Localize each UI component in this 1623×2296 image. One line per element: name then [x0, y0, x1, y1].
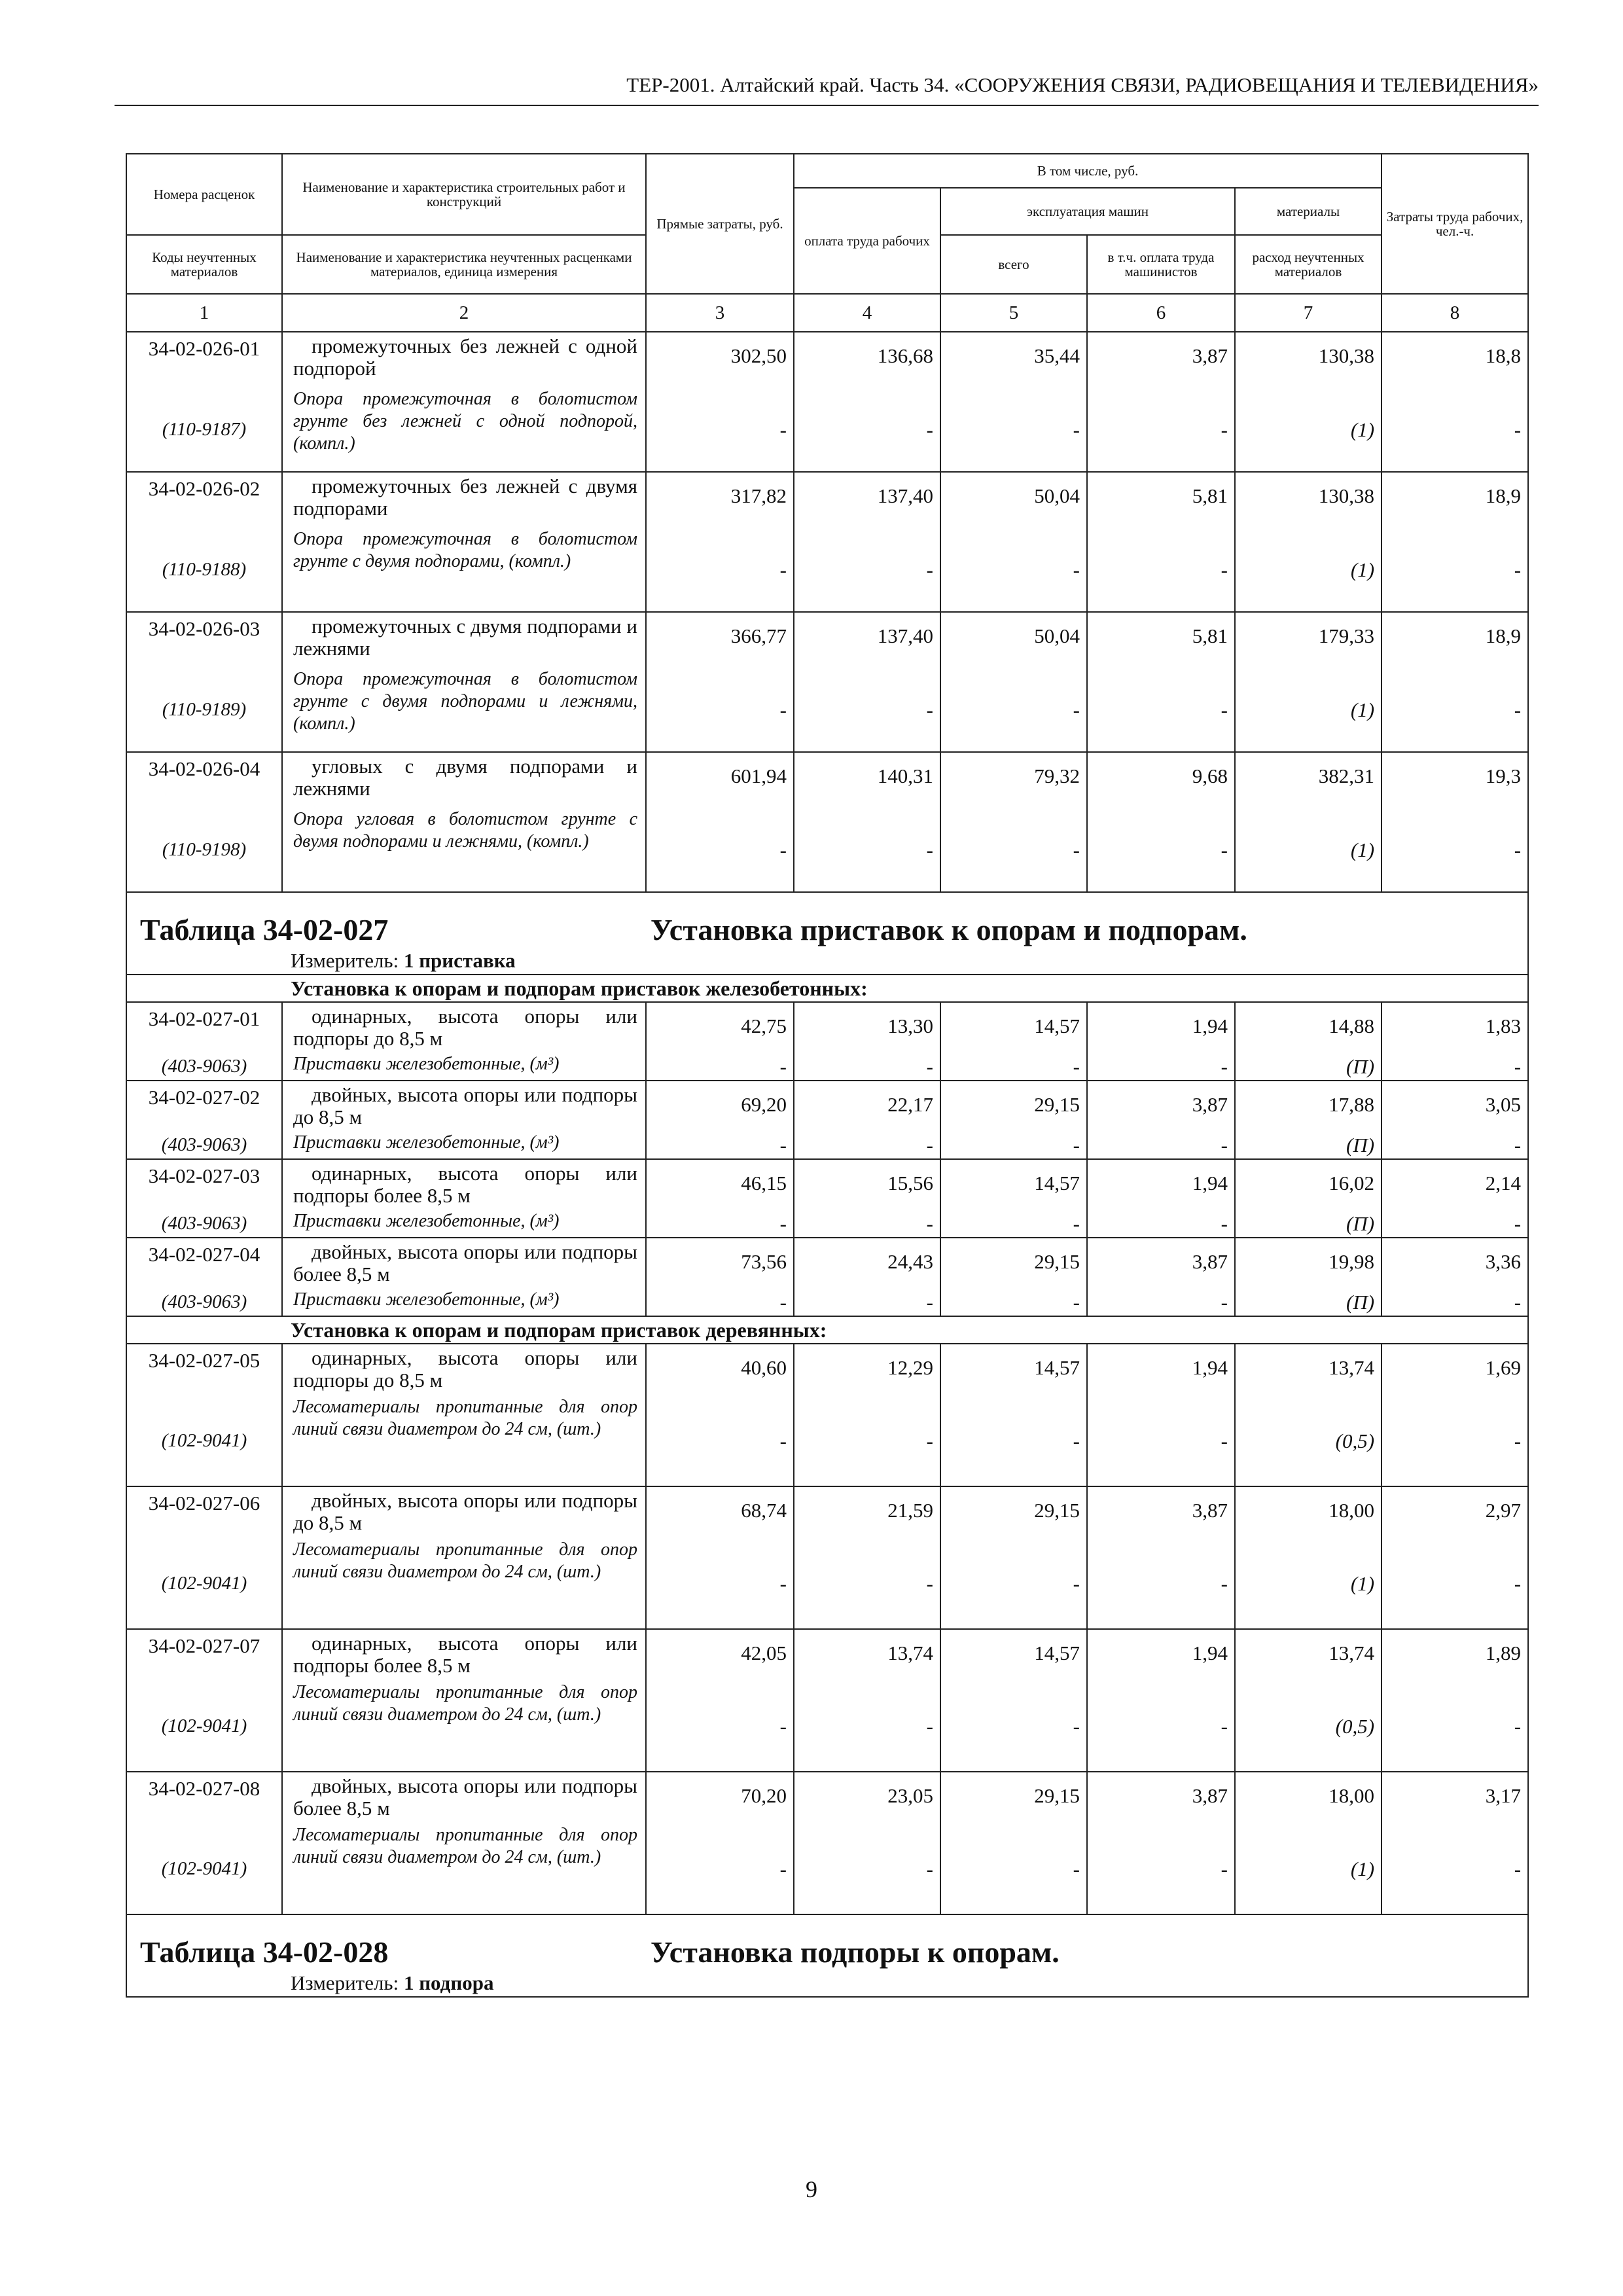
dash-cell: -: [646, 1053, 794, 1081]
work-name-text: двойных, высота опоры или подпоры более 8,5 м: [293, 1774, 637, 1820]
rate-row: [126, 1344, 1528, 1396]
rate-code: 34-02-027-08: [126, 1772, 282, 1824]
rate-value: 2,14: [1382, 1159, 1528, 1210]
rate-code: 34-02-027-07: [126, 1629, 282, 1681]
material-row: [126, 1289, 1528, 1316]
rate-value: 1,69: [1382, 1344, 1528, 1396]
rate-row: [126, 332, 1528, 388]
material-code: (110-9198): [126, 808, 282, 892]
material-row: [126, 1681, 1528, 1772]
material-name: Лесоматериалы пропитанные для опор линий связи диаметром до 24 см, (шт.): [282, 1681, 646, 1772]
rate-code: 34-02-026-03: [126, 612, 282, 668]
dash-cell: -: [1087, 808, 1235, 892]
material-code: (102-9041): [126, 1539, 282, 1629]
dash-cell: -: [1087, 668, 1235, 752]
work-name: [282, 332, 646, 388]
rate-value: 19,3: [1382, 752, 1528, 808]
material-quantity: (1): [1235, 808, 1382, 892]
rate-code: 34-02-027-02: [126, 1081, 282, 1132]
material-name: Лесоматериалы пропитанные для опор линий связи диаметром до 24 см, (шт.): [282, 1539, 646, 1629]
work-name: [282, 612, 646, 668]
work-name: [282, 472, 646, 528]
material-quantity: (1): [1235, 388, 1382, 472]
rate-value: 29,15: [940, 1772, 1087, 1824]
work-name-text: двойных, высота опоры или подпоры до 8,5 м: [293, 1489, 637, 1534]
rate-value: 50,04: [940, 472, 1087, 528]
dash-cell: -: [1087, 1396, 1235, 1486]
page-number: 9: [806, 2176, 817, 2202]
table-label: Таблица 34-02-028: [140, 1935, 389, 1969]
rate-value: 1,89: [1382, 1629, 1528, 1681]
material-quantity: (1): [1235, 668, 1382, 752]
material-name: Опора промежуточная в болотистом грунте без лежней с одной подпорой, (компл.): [282, 388, 646, 472]
work-name-text: промежуточных без лежней с двумя подпорами: [293, 475, 637, 520]
rate-value: 29,15: [940, 1486, 1087, 1539]
rate-value: 137,40: [794, 612, 940, 668]
rate-row: [126, 752, 1528, 808]
rate-value: 18,8: [1382, 332, 1528, 388]
material-row: [126, 528, 1528, 612]
dash-cell: -: [940, 1539, 1087, 1629]
dash-cell: -: [940, 1053, 1087, 1081]
dash-cell: -: [1087, 1132, 1235, 1159]
measure: [126, 1970, 1528, 1997]
rate-value: 21,59: [794, 1486, 940, 1539]
table-title: [126, 892, 1528, 948]
rate-value: 73,56: [646, 1238, 794, 1289]
material-name: Лесоматериалы пропитанные для опор линий связи диаметром до 24 см, (шт.): [282, 1824, 646, 1914]
table-title-row: [126, 892, 1528, 948]
material-row: [126, 1132, 1528, 1159]
material-row: [126, 1396, 1528, 1486]
dash-cell: -: [794, 1539, 940, 1629]
column-number: 2: [282, 294, 646, 332]
dash-cell: -: [1087, 1053, 1235, 1081]
material-code: (102-9041): [126, 1396, 282, 1486]
dash-cell: -: [940, 528, 1087, 612]
dash-cell: -: [646, 1132, 794, 1159]
material-name: Лесоматериалы пропитанные для опор линий связи диаметром до 24 см, (шт.): [282, 1396, 646, 1486]
dash-cell: -: [794, 528, 940, 612]
column-number: 6: [1087, 294, 1235, 332]
rate-row: [126, 1238, 1528, 1289]
col-mat-name: Наименование и характеристика неучтенных расценками материалов, единица измерения: [282, 235, 646, 294]
column-number: 4: [794, 294, 940, 332]
dash-cell: -: [794, 1824, 940, 1914]
dash-cell: -: [1382, 1210, 1528, 1238]
work-name: [282, 1238, 646, 1289]
dash-cell: -: [794, 668, 940, 752]
rate-value: 68,74: [646, 1486, 794, 1539]
work-name-text: одинарных, высота опоры или подпоры более 8,5 м: [293, 1162, 637, 1207]
column-numbers-row: [126, 294, 1528, 332]
section-heading: Установка к опорам и подпорам приставок деревянных:: [126, 1316, 1528, 1344]
table-label: Таблица 34-02-027: [140, 913, 389, 946]
rate-value: 3,87: [1087, 332, 1235, 388]
dash-cell: -: [1087, 388, 1235, 472]
rate-code: 34-02-027-05: [126, 1344, 282, 1396]
dash-cell: -: [646, 1396, 794, 1486]
rate-value: 1,94: [1087, 1159, 1235, 1210]
col-machines-total: всего: [940, 235, 1087, 294]
dash-cell: -: [940, 1132, 1087, 1159]
section-row: [126, 975, 1528, 1002]
rate-code: 34-02-026-02: [126, 472, 282, 528]
work-name: [282, 1344, 646, 1396]
rate-value: 13,30: [794, 1002, 940, 1053]
dash-cell: -: [794, 1053, 940, 1081]
material-code: (102-9041): [126, 1824, 282, 1914]
rate-row: [126, 1629, 1528, 1681]
material-quantity: (0,5): [1235, 1681, 1382, 1772]
material-row: [126, 388, 1528, 472]
rate-value: 179,33: [1235, 612, 1382, 668]
work-name: [282, 1002, 646, 1053]
rate-value: 14,57: [940, 1629, 1087, 1681]
rate-code: 34-02-027-01: [126, 1002, 282, 1053]
rate-value: 35,44: [940, 332, 1087, 388]
dash-cell: -: [646, 528, 794, 612]
rate-value: 22,17: [794, 1081, 940, 1132]
column-number: 3: [646, 294, 794, 332]
work-name: [282, 1486, 646, 1539]
material-name: Приставки железобетонные, (м³): [282, 1132, 646, 1159]
rate-value: 3,17: [1382, 1772, 1528, 1824]
material-quantity: (0,5): [1235, 1396, 1382, 1486]
measure-value: 1 приставка: [403, 949, 516, 972]
material-quantity: (П): [1235, 1289, 1382, 1316]
dash-cell: -: [646, 1681, 794, 1772]
rate-value: 70,20: [646, 1772, 794, 1824]
rate-value: 14,57: [940, 1002, 1087, 1053]
dash-cell: -: [646, 668, 794, 752]
dash-cell: -: [1382, 1053, 1528, 1081]
rate-value: 3,05: [1382, 1081, 1528, 1132]
dash-cell: -: [1382, 528, 1528, 612]
col-labor-pay: оплата труда рабочих: [794, 188, 940, 294]
rate-value: 13,74: [794, 1629, 940, 1681]
dash-cell: -: [940, 1289, 1087, 1316]
dash-cell: -: [940, 1681, 1087, 1772]
material-quantity: (1): [1235, 528, 1382, 612]
col-machines: эксплуатация машин: [940, 188, 1235, 235]
table-heading: Установка подпоры к опорам.: [651, 1935, 1060, 1969]
rate-value: 18,9: [1382, 472, 1528, 528]
work-name-text: промежуточных с двумя подпорами и лежнями: [293, 615, 637, 660]
dash-cell: -: [1382, 1539, 1528, 1629]
material-name: Опора промежуточная в болотистом грунте с двумя подпорами, (компл.): [282, 528, 646, 612]
rate-code: 34-02-027-06: [126, 1486, 282, 1539]
rate-row: [126, 1772, 1528, 1824]
dash-cell: -: [1382, 1289, 1528, 1316]
dash-cell: -: [940, 1210, 1087, 1238]
header-rule: [115, 105, 1539, 106]
rate-code: 34-02-027-04: [126, 1238, 282, 1289]
material-code: (403-9063): [126, 1132, 282, 1159]
rate-value: 140,31: [794, 752, 940, 808]
material-name: Опора промежуточная в болотистом грунте с двумя подпорами и лежнями, (компл.): [282, 668, 646, 752]
col-materials: материалы: [1235, 188, 1382, 235]
material-code: (110-9189): [126, 668, 282, 752]
rate-row: [126, 612, 1528, 668]
rate-value: 14,88: [1235, 1002, 1382, 1053]
dash-cell: -: [1382, 388, 1528, 472]
dash-cell: -: [646, 1289, 794, 1316]
material-name: Приставки железобетонные, (м³): [282, 1210, 646, 1238]
dash-cell: -: [646, 1539, 794, 1629]
measure-label: Измеритель:: [291, 1971, 399, 1994]
rate-value: 46,15: [646, 1159, 794, 1210]
work-name-text: одинарных, высота опоры или подпоры до 8,5 м: [293, 1005, 637, 1050]
rate-value: 18,00: [1235, 1486, 1382, 1539]
rate-value: 3,87: [1087, 1772, 1235, 1824]
dash-cell: -: [794, 388, 940, 472]
rate-value: 1,94: [1087, 1002, 1235, 1053]
rate-value: 302,50: [646, 332, 794, 388]
rates-table: [126, 153, 1529, 1998]
dash-cell: -: [794, 1681, 940, 1772]
work-name-text: одинарных, высота опоры или подпоры до 8,5 м: [293, 1346, 637, 1391]
material-row: [126, 1539, 1528, 1629]
work-name: [282, 1772, 646, 1824]
column-number: 5: [940, 294, 1087, 332]
column-number: 7: [1235, 294, 1382, 332]
material-quantity: (П): [1235, 1210, 1382, 1238]
dash-cell: -: [794, 1396, 940, 1486]
dash-cell: -: [940, 668, 1087, 752]
material-row: [126, 1824, 1528, 1914]
material-quantity: (1): [1235, 1824, 1382, 1914]
rate-value: 42,75: [646, 1002, 794, 1053]
rate-value: 1,83: [1382, 1002, 1528, 1053]
material-code: (110-9187): [126, 388, 282, 472]
measure-row: [126, 1970, 1528, 1997]
col-mat-codes: Коды неучтенных материалов: [126, 235, 282, 294]
dash-cell: -: [1382, 1824, 1528, 1914]
rate-value: 3,87: [1087, 1238, 1235, 1289]
dash-cell: -: [646, 808, 794, 892]
dash-cell: -: [1382, 668, 1528, 752]
rate-value: 24,43: [794, 1238, 940, 1289]
dash-cell: -: [1382, 1132, 1528, 1159]
rate-value: 130,38: [1235, 332, 1382, 388]
rate-value: 19,98: [1235, 1238, 1382, 1289]
rate-value: 50,04: [940, 612, 1087, 668]
material-name: Опора угловая в болотистом грунте с двумя подпорами и лежнями, (компл.): [282, 808, 646, 892]
rate-value: 3,87: [1087, 1486, 1235, 1539]
rate-value: 366,77: [646, 612, 794, 668]
rate-value: 9,68: [1087, 752, 1235, 808]
rate-row: [126, 1159, 1528, 1210]
dash-cell: -: [794, 808, 940, 892]
table-title-row: [126, 1914, 1528, 1970]
dash-cell: -: [646, 388, 794, 472]
rate-value: 18,9: [1382, 612, 1528, 668]
rate-code: 34-02-026-04: [126, 752, 282, 808]
table-title: [126, 1914, 1528, 1970]
rate-value: 14,57: [940, 1159, 1087, 1210]
material-code: (403-9063): [126, 1210, 282, 1238]
rate-value: 42,05: [646, 1629, 794, 1681]
rate-value: 16,02: [1235, 1159, 1382, 1210]
dash-cell: -: [1087, 1210, 1235, 1238]
rate-value: 5,81: [1087, 612, 1235, 668]
material-code: (110-9188): [126, 528, 282, 612]
dash-cell: -: [1087, 1289, 1235, 1316]
rate-code: 34-02-026-01: [126, 332, 282, 388]
rate-row: [126, 1486, 1528, 1539]
rate-value: 23,05: [794, 1772, 940, 1824]
material-row: [126, 1210, 1528, 1238]
work-name: [282, 1081, 646, 1132]
material-quantity: (П): [1235, 1132, 1382, 1159]
col-machinist-pay: в т.ч. оплата труда машинистов: [1087, 235, 1235, 294]
running-header: ТЕР-2001. Алтайский край. Часть 34. «СООРУЖЕНИЯ СВЯЗИ, РАДИОВЕЩАНИЯ И ТЕЛЕВИДЕНИЯ»: [626, 73, 1539, 96]
material-name: Приставки железобетонные, (м³): [282, 1289, 646, 1316]
rate-value: 17,88: [1235, 1081, 1382, 1132]
rate-value: 3,87: [1087, 1081, 1235, 1132]
dash-cell: -: [794, 1289, 940, 1316]
rate-value: 136,68: [794, 332, 940, 388]
measure-label: Измеритель:: [291, 949, 399, 972]
material-row: [126, 1053, 1528, 1081]
rate-value: 3,36: [1382, 1238, 1528, 1289]
col-labor-cost: Затраты труда рабочих, чел.-ч.: [1382, 154, 1528, 294]
work-name: [282, 1629, 646, 1681]
material-code: (102-9041): [126, 1681, 282, 1772]
work-name-text: угловых с двумя подпорами и лежнями: [293, 755, 637, 800]
rate-value: 130,38: [1235, 472, 1382, 528]
column-number: 1: [126, 294, 282, 332]
measure-row: [126, 948, 1528, 975]
rate-value: 1,94: [1087, 1344, 1235, 1396]
rate-value: 382,31: [1235, 752, 1382, 808]
rate-value: 15,56: [794, 1159, 940, 1210]
rate-value: 69,20: [646, 1081, 794, 1132]
rate-value: 29,15: [940, 1238, 1087, 1289]
rate-value: 5,81: [1087, 472, 1235, 528]
dash-cell: -: [1087, 528, 1235, 612]
dash-cell: -: [794, 1132, 940, 1159]
material-quantity: (1): [1235, 1539, 1382, 1629]
rate-value: 79,32: [940, 752, 1087, 808]
rate-row: [126, 472, 1528, 528]
work-name-text: двойных, высота опоры или подпоры до 8,5 м: [293, 1083, 637, 1128]
measure-value: 1 подпора: [403, 1971, 494, 1994]
material-code: (403-9063): [126, 1053, 282, 1081]
dash-cell: -: [1382, 1396, 1528, 1486]
material-row: [126, 808, 1528, 892]
rate-value: 18,00: [1235, 1772, 1382, 1824]
rate-value: 13,74: [1235, 1629, 1382, 1681]
dash-cell: -: [1382, 808, 1528, 892]
rate-row: [126, 1002, 1528, 1053]
table-heading: Установка приставок к опорам и подпорам.: [651, 913, 1247, 946]
measure: [126, 948, 1528, 975]
section-heading: Установка к опорам и подпорам приставок железобетонных:: [126, 975, 1528, 1002]
rate-value: 13,74: [1235, 1344, 1382, 1396]
dash-cell: -: [794, 1210, 940, 1238]
work-name-text: одинарных, высота опоры или подпоры более 8,5 м: [293, 1632, 637, 1677]
rate-value: 12,29: [794, 1344, 940, 1396]
rate-value: 29,15: [940, 1081, 1087, 1132]
column-number: 8: [1382, 294, 1528, 332]
rate-value: 317,82: [646, 472, 794, 528]
work-name: [282, 1159, 646, 1210]
dash-cell: -: [1087, 1681, 1235, 1772]
dash-cell: -: [1087, 1824, 1235, 1914]
dash-cell: -: [1382, 1681, 1528, 1772]
dash-cell: -: [940, 1396, 1087, 1486]
rate-value: 1,94: [1087, 1629, 1235, 1681]
dash-cell: -: [940, 808, 1087, 892]
rate-row: [126, 1081, 1528, 1132]
col-work-name: Наименование и характеристика строительных работ и конструкций: [282, 154, 646, 235]
work-name-text: двойных, высота опоры или подпоры более 8,5 м: [293, 1240, 637, 1285]
material-quantity: (П): [1235, 1053, 1382, 1081]
dash-cell: -: [646, 1210, 794, 1238]
material-row: [126, 668, 1528, 752]
rate-code: 34-02-027-03: [126, 1159, 282, 1210]
rate-value: 137,40: [794, 472, 940, 528]
dash-cell: -: [940, 1824, 1087, 1914]
dash-cell: -: [1087, 1539, 1235, 1629]
rate-value: 14,57: [940, 1344, 1087, 1396]
work-name-text: промежуточных без лежней с одной подпорой: [293, 334, 637, 380]
dash-cell: -: [646, 1824, 794, 1914]
material-name: Приставки железобетонные, (м³): [282, 1053, 646, 1081]
col-direct: Прямые затраты, руб.: [646, 154, 794, 294]
col-including: В том числе, руб.: [794, 154, 1382, 188]
material-code: (403-9063): [126, 1289, 282, 1316]
rate-value: 40,60: [646, 1344, 794, 1396]
col-rates-numbers: Номера расценок: [126, 154, 282, 235]
col-mat-consumption: расход неучтенных материалов: [1235, 235, 1382, 294]
section-row: [126, 1316, 1528, 1344]
dash-cell: -: [940, 388, 1087, 472]
rate-value: 2,97: [1382, 1486, 1528, 1539]
rate-value: 601,94: [646, 752, 794, 808]
work-name: [282, 752, 646, 808]
